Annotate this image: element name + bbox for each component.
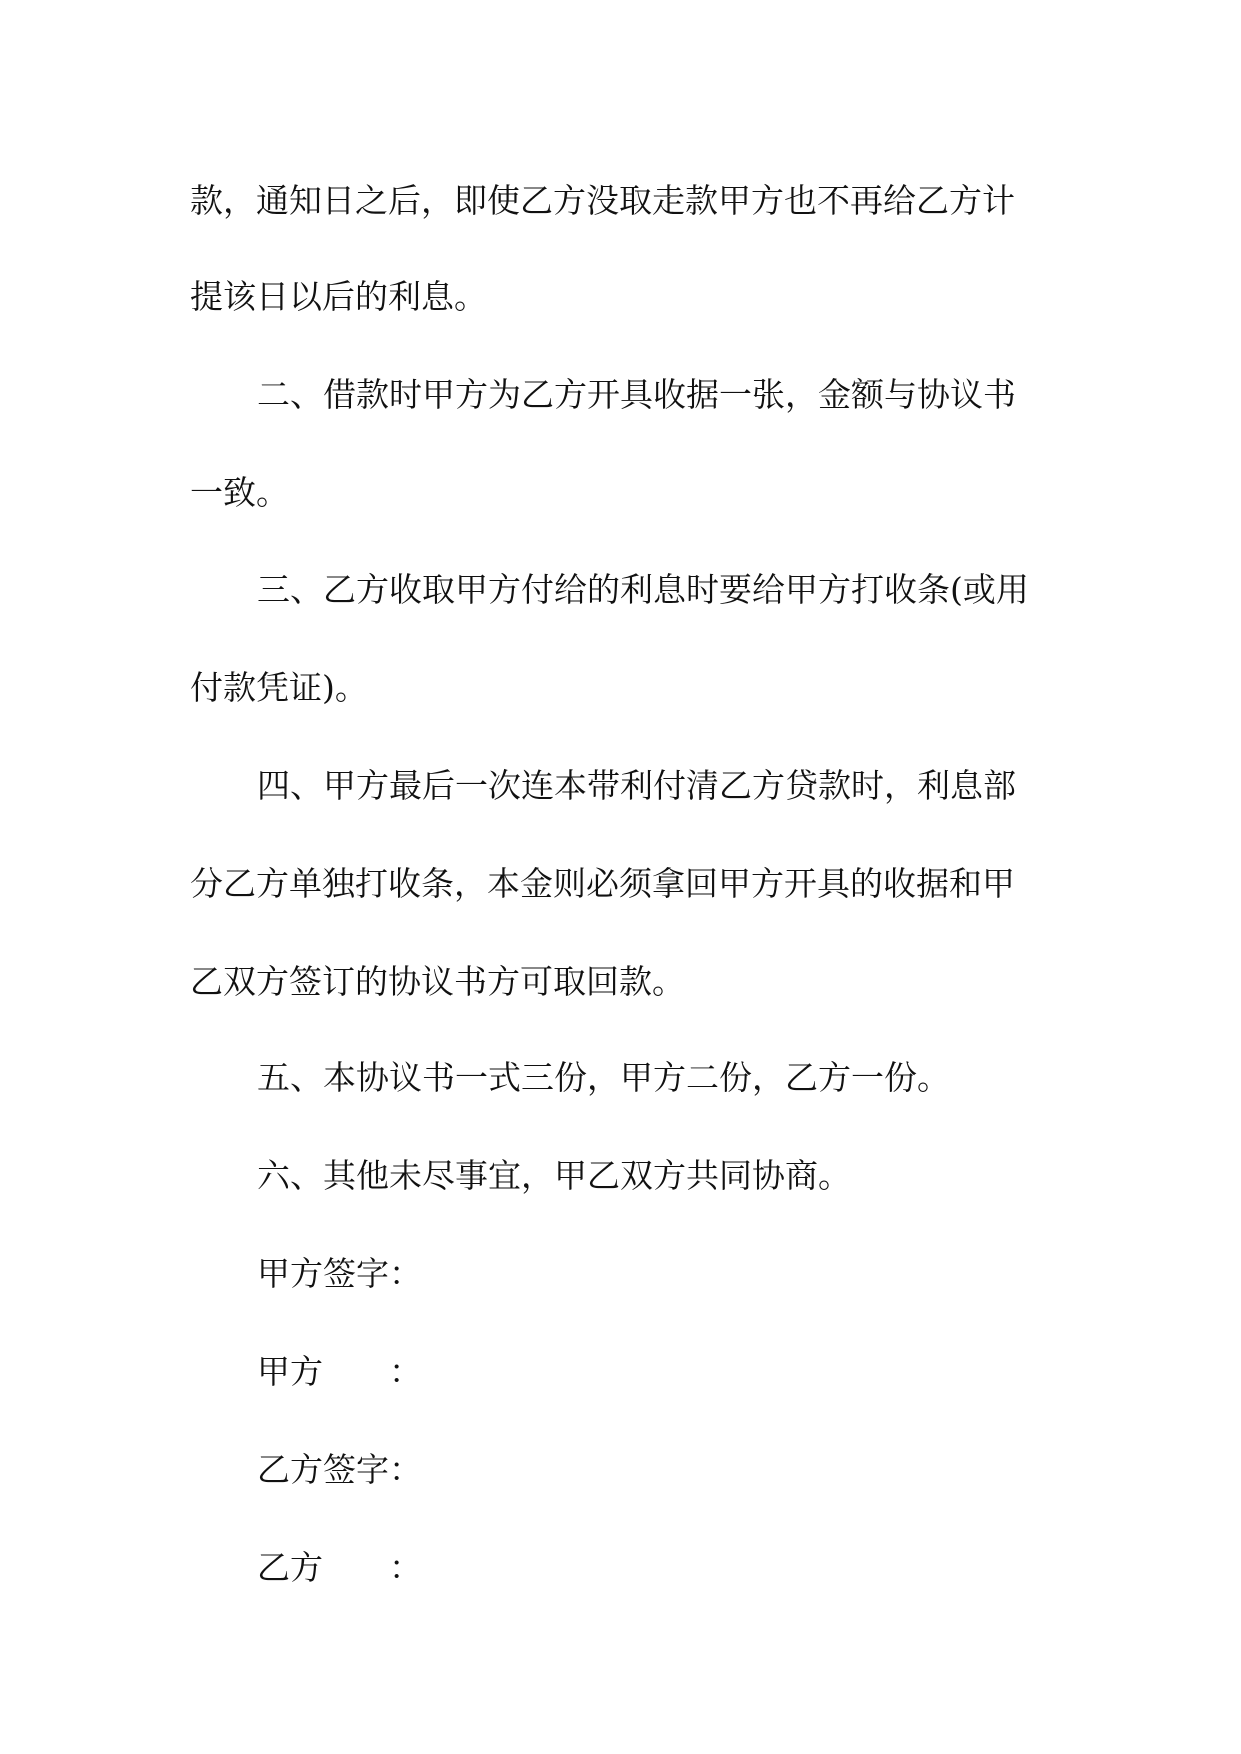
clause-3-line-2: 付款凭证)。 (190, 668, 368, 707)
party-b-signature-label: 乙方签字： (257, 1450, 422, 1489)
clause-2-line-1: 二、借款时甲方为乙方开具收据一张，金额与协议书 (257, 375, 1016, 414)
clause-4-line-3: 乙双方签订的协议书方可取回款。 (190, 962, 685, 1001)
party-a-signature-label: 甲方签字： (257, 1254, 422, 1293)
clause-6: 六、其他未尽事宜，甲乙双方共同协商。 (257, 1156, 851, 1195)
clause-4-line-1: 四、甲方最后一次连本带利付清乙方贷款时，利息部 (257, 766, 1016, 805)
body-line-2: 提该日以后的利息。 (190, 277, 487, 316)
clause-2-line-2: 一致。 (190, 473, 289, 512)
body-line-1: 款，通知日之后，即使乙方没取走款甲方也不再给乙方计 (190, 181, 1015, 220)
clause-5: 五、本协议书一式三份，甲方二份，乙方一份。 (257, 1058, 950, 1097)
clause-3-line-1: 三、乙方收取甲方付给的利息时要给甲方打收条(或用 (257, 570, 1029, 609)
clause-4-line-2: 分乙方单独打收条，本金则必须拿回甲方开具的收据和甲 (190, 864, 1015, 903)
party-a-label: 甲方 ： (257, 1352, 422, 1391)
party-b-label: 乙方 ： (257, 1548, 422, 1587)
